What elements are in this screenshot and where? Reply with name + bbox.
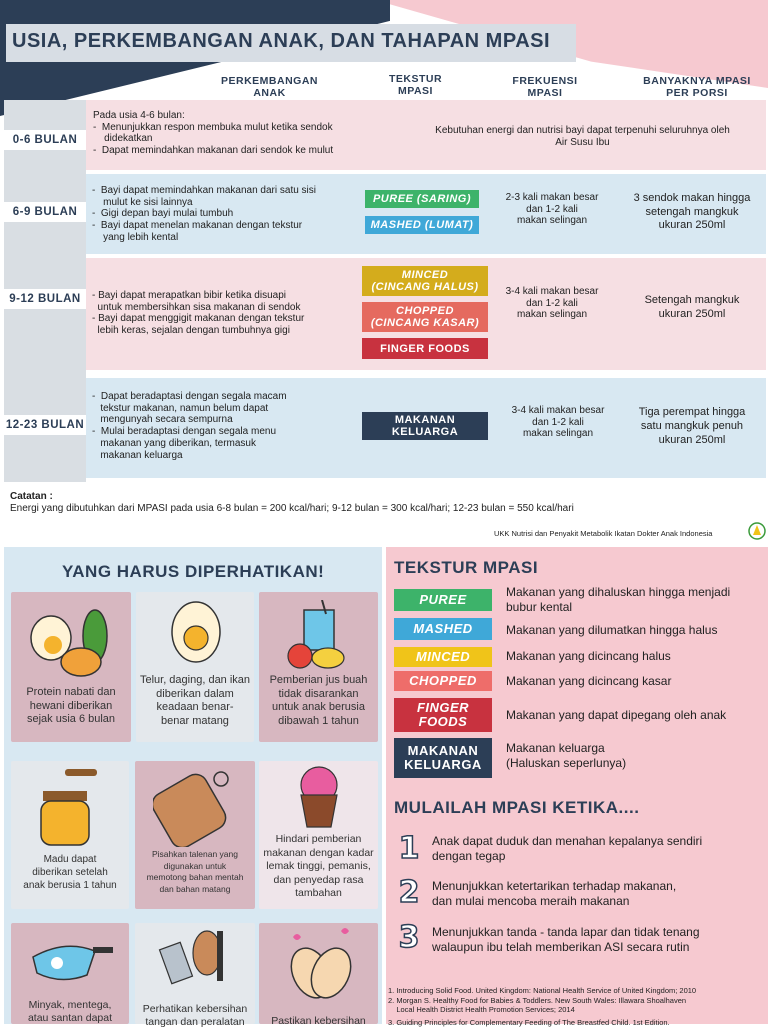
column-header-development: PERKEMBANGAN ANAK: [220, 75, 318, 99]
portion-text: 3 sendok makan hingga setengah mangkuk ukuran 250ml: [633, 192, 751, 231]
attention-card: [259, 592, 378, 742]
texture-badge-finger-foods: FINGER FOODS: [362, 338, 488, 359]
development-text: - Dapat beradaptasi dengan segala macam tekstur makanan, namun belum dapat mengunyah secara sempurna - Mulai beradaptasi dengan segala menu makanan yang diberikan, termasuk makanan keluarga: [92, 391, 287, 461]
portion-text: Tiga perempat hingga satu mangkuk penuh ukuran 250ml: [638, 406, 746, 446]
age-label: 6-9 BULAN: [4, 202, 86, 222]
attention-card: [136, 592, 254, 742]
reference-item: 3. Guiding Principles for Complementary Feeding of The Breastfed Child. 1st Edition.: [388, 1018, 670, 1027]
step-number: 2: [398, 875, 420, 910]
attention-card-text: Telur, daging, dan ikan diberikan dalam keadaan benar- benar matang: [139, 674, 251, 727]
texture-desc-chopped: Makanan yang dicincang kasar: [506, 674, 672, 688]
frequency-text: 3-4 kali makan besar dan 1-2 kali makan selingan: [505, 286, 599, 321]
attention-card: [259, 761, 378, 909]
attention-card: [259, 923, 378, 1027]
attention-card: [135, 761, 255, 909]
attention-card-text: Perhatikan kebersihan tangan dan peralatan: [142, 1003, 248, 1028]
column-header-frequency: FREKUENSI MPASI: [512, 75, 578, 99]
step-number: 3: [398, 920, 420, 955]
texture-section-title: TEKSTUR MPASI: [394, 558, 539, 577]
attention-card: [11, 923, 129, 1024]
texture-label-family-food: MAKANAN KELUARGA: [394, 738, 492, 778]
development-text: - Bayi dapat memindahkan makanan dari satu sisi mulut ke sisi lainnya - Gigi depan bayi mulai tumbuh - Bayi dapat menelan makanan dengan tekstur yang lebih kental: [92, 185, 317, 243]
merged-note-text: Kebutuhan energi dan nutrisi bayi dapat terpenuhi seluruhnya oleh Air Susu Ibu: [435, 125, 730, 148]
age-label: 12-23 BULAN: [4, 415, 86, 435]
fruit-juice-icon: [284, 600, 354, 672]
attention-card-text: Pastikan kebersihan: [271, 1015, 366, 1027]
reference-item: 2. Morgan S. Healthy Food for Babies & Toddlers. New South Wales: Illawara Shoalhaven Local Health District Health Promotion Services; 2014: [388, 996, 687, 1014]
texture-badge-mashed: MASHED (LUMAT): [365, 216, 479, 234]
texture-label-puree: PUREE: [394, 589, 492, 611]
texture-badge-puree: PUREE (SARING): [365, 190, 479, 208]
start-section-title: MULAILAH MPASI KETIKA....: [394, 798, 640, 817]
egg-and-beans-icon: [23, 600, 119, 684]
attention-card-text: Madu dapat diberikan setelah anak berusia 1 tahun: [23, 854, 117, 891]
attention-title: YANG HARUS DIPERHATIKAN!: [62, 562, 325, 581]
frequency-text: 3-4 kali makan besar dan 1-2 kali makan selingan: [511, 405, 605, 440]
column-header-portion: BANYAKNYA MPASI PER PORSI: [643, 75, 751, 99]
development-text: - Bayi dapat merapatkan bibir ketika disuapi untuk membersihkan sisa makanan di sendok - Bayi dapat menggigit makanan dengan tekstur lebih keras, sejalan dengan tumbuhnya gigi: [92, 290, 305, 337]
attention-card-text: Protein nabati dan hewani diberikan sejak usia 6 bulan: [26, 686, 116, 725]
texture-desc-puree: Makanan yang dihaluskan hingga menjadi bubur kental: [506, 585, 731, 614]
texture-desc-finger-foods: Makanan yang dapat dipegang oleh anak: [506, 708, 727, 722]
attention-card-text: Pisahkan talenan yang digunakan untuk memotong bahan mentah dan bahan matang: [146, 849, 244, 894]
frequency-text: 2-3 kali makan besar dan 1-2 kali makan selingan: [505, 192, 599, 227]
notes-text: Energi yang dibutuhkan dari MPASI pada usia 6-8 bulan = 200 kcal/hari; 9-12 bulan = 300 kcal/hari; 12-23 bulan = 550 kcal/hari: [10, 503, 574, 514]
texture-label-finger-foods: FINGER FOODS: [394, 698, 492, 732]
age-label: 0-6 BULAN: [4, 130, 86, 150]
attention-card: [11, 592, 131, 742]
step-text: Menunjukkan ketertarikan terhadap makanan, dan mulai mencoba meraih makanan: [432, 879, 677, 908]
texture-label-chopped: CHOPPED: [394, 671, 492, 691]
attention-card: [11, 761, 129, 909]
notes-label: Catatan :: [10, 491, 53, 502]
step-text: Menunjukkan tanda - tanda lapar dan tidak tenang walaupun ibu telah memberikan ASI secara rutin: [432, 925, 700, 954]
honey-jar-icon: [35, 765, 105, 849]
utensils-icon: [157, 925, 235, 993]
boiled-egg-icon: [166, 596, 226, 666]
texture-badge-chopped: CHOPPED (CINCANG KASAR): [362, 302, 488, 332]
attention-card-text: Minyak, mentega, atau santan dapat: [27, 999, 113, 1024]
step-number: 1: [398, 831, 420, 866]
cutting-board-icon: [153, 765, 237, 847]
texture-label-mashed: MASHED: [394, 618, 492, 640]
attention-card-text: Pemberian jus buah tidak disarankan untuk anak berusia dibawah 1 tahun: [269, 674, 368, 727]
page-title: USIA, PERKEMBANGAN ANAK, DAN TAHAPAN MPASI: [12, 30, 551, 52]
cupcake-icon: [291, 763, 347, 829]
attention-card: [135, 923, 255, 1028]
attention-card-text: Hindari pemberian makanan dengan kadar lemak tinggi, pemanis, dan penyedap rasa tambahan: [263, 833, 374, 899]
reference-item: 1. Introducing Solid Food. United Kingdom: National Health Service of United Kingdom; 2010: [388, 986, 697, 995]
washing-hands-icon: [281, 925, 361, 1011]
idai-logo-icon: [748, 522, 766, 540]
texture-desc-mashed: Makanan yang dilumatkan hingga halus: [506, 623, 718, 637]
texture-badge-minced: MINCED (CINCANG HALUS): [362, 266, 488, 296]
texture-desc-minced: Makanan yang dicincang halus: [506, 649, 671, 663]
texture-label-minced: MINCED: [394, 647, 492, 667]
age-label: 9-12 BULAN: [4, 289, 86, 309]
texture-badge-family-food: MAKANAN KELUARGA: [362, 412, 488, 440]
oil-measure-icon: [25, 935, 115, 991]
portion-text: Setengah mangkuk ukuran 250ml: [644, 294, 740, 320]
development-text: Pada usia 4-6 bulan: - Menunjukkan respon membuka mulut ketika sendok didekatkan - Dapat memindahkan makanan dari sendok ke mulut: [93, 110, 334, 157]
texture-desc-family-food: Makanan keluarga (Haluskan seperlunya): [506, 741, 627, 770]
step-text: Anak dapat duduk dan menahan kepalanya sendiri dengan tegap: [432, 834, 703, 863]
column-header-texture: TEKSTUR MPASI: [388, 73, 443, 97]
credit-text: UKK Nutrisi dan Penyakit Metabolik Ikatan Dokter Anak Indonesia: [494, 529, 713, 538]
